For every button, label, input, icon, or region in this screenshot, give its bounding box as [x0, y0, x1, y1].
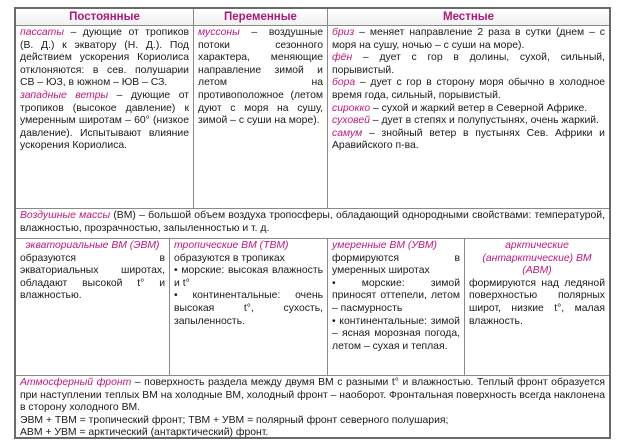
trade-winds-term: пассаты	[20, 27, 64, 38]
air-masses-text: (ВМ) – большой объем воздуха тропосферы, обладающий однородными свойствами: температурой, влажностью, прозрачностью, запыленностью и т. д.	[20, 210, 605, 234]
air-mass-types-row	[16, 239, 609, 376]
tropical-marine: • морские: высокая влажность и t°	[174, 265, 323, 289]
sirocco-term: сирокко	[332, 102, 371, 114]
westerlies-term: западные ветры	[20, 89, 109, 101]
air-masses-term: Воздушные массы	[20, 210, 111, 221]
samum-entry	[332, 128, 605, 153]
front-line-1: ЭВМ + ТВМ = тропический фронт; ТВМ + УВМ = полярный фронт северного полушария;	[20, 414, 449, 426]
arctic-text: формируются над ледяной поверхностью полярных широт, низкие t°, малая влажность.	[469, 277, 605, 327]
tropical-continental: • континентальные: очень высокая t°, сухость, запыленность.	[174, 290, 323, 327]
permanent-winds-cell	[16, 26, 194, 208]
local-winds-cell	[328, 26, 609, 208]
bora-text: – дует с гор в сторону моря обычно в холодное время года, сильный, порывистый.	[332, 77, 605, 101]
equatorial-text: образуются в экваториальных широтах, обладают высокой t° и влажностью.	[20, 252, 165, 302]
front-text: – поверхность раздела между двумя ВМ с разными t° и влажностью. Теплый фронт образуется при наступлении теплых ВМ на холодные ВМ, холодный фронт – наоборот. Фронтальная поверхность всегда наклонена в сторону холодного ВМ.	[20, 377, 605, 414]
bora-entry	[332, 77, 605, 102]
tropical-text: образуются в тропиках	[174, 252, 285, 264]
monsoon-term: муссоны	[198, 27, 240, 38]
samum-term: самум	[332, 127, 363, 139]
trade-winds-text: – дующие от тропиков (В. Д.) к экватору (Н. Д.). Под действием ускорения Кориолиса отклоняются: в сев. полушарии СВ – ЮЗ, в южном – ЮВ – СЗ.	[20, 27, 189, 89]
bora-term: бора	[332, 77, 356, 89]
temperate-continental: • континентальные: зимой – ясная морозная погода, летом – сухая и теплая.	[332, 315, 460, 352]
arctic-cell	[465, 239, 609, 375]
header-row	[16, 9, 609, 26]
winds-row	[16, 26, 609, 209]
front-cell	[16, 376, 609, 437]
equatorial-title: экваториальные ВМ (ЭВМ)	[25, 240, 160, 251]
breeze-term: бриз	[332, 27, 355, 38]
temperate-marine: • морские: зимой приносят оттепели, летом – пасмурность	[332, 277, 460, 314]
trade-winds-entry	[20, 27, 189, 90]
front-term: Атмосферный фронт	[20, 377, 132, 388]
sukhovei-entry	[332, 115, 605, 128]
header-local: Местные	[328, 9, 609, 25]
fohn-entry	[332, 52, 605, 77]
temperate-text: формируются в умеренных широтах	[332, 252, 460, 277]
sukhovei-text: – дует в степях и полупустынях, очень жаркий.	[369, 115, 599, 127]
air-masses-cell	[16, 209, 609, 238]
variable-winds-cell	[194, 26, 328, 208]
climate-reference-table	[14, 7, 611, 439]
westerlies-entry	[20, 90, 189, 153]
breeze-text: – меняет направление 2 раза в сутки (днем – с моря на сушу, ночью – с суши на море).	[332, 27, 605, 51]
temperate-title: умеренные ВМ (УВМ)	[332, 240, 438, 251]
temperate-cell	[328, 239, 465, 375]
westerlies-text: – дующие от тропиков (высокое давление) к умеренным широтам – 60° (низкое давление). Испытывают влияние ускорения Кориолиса.	[20, 89, 190, 152]
monsoon-entry	[198, 27, 323, 128]
sirocco-text: – сухой и жаркий ветер в Северной Африке.	[370, 102, 588, 114]
equatorial-cell	[16, 239, 170, 375]
air-masses-row	[16, 209, 609, 239]
samum-text: – знойный ветер в пустынях Сев. Африки и Аравийского п-ва.	[332, 127, 605, 152]
fohn-text: – дует с гор в долины, сухой, сильный, порывистый.	[332, 52, 605, 76]
front-entry	[20, 377, 605, 415]
tropical-cell	[170, 239, 328, 375]
air-masses-entry	[20, 210, 605, 235]
fohn-term: фён	[332, 52, 353, 64]
arctic-title: арктические (антарктические) ВМ (АВМ)	[482, 240, 592, 277]
front-line-2: АВМ + УВМ = арктический (антарктический) фронт.	[20, 427, 269, 437]
sirocco-entry	[332, 103, 605, 116]
sukhovei-term: суховей	[332, 115, 370, 127]
breeze-entry	[332, 27, 605, 52]
header-variable: Переменные	[194, 9, 328, 25]
monsoon-text: – воздушные потоки сезонного характера, меняющие направление зимой и летом на противоположное (летом дуют с моря на сушу, зимой – с суши на море).	[198, 27, 323, 127]
header-permanent: Постоянные	[16, 9, 194, 25]
tropical-title: тропические ВМ (ТВМ)	[174, 240, 289, 251]
front-row	[16, 376, 609, 437]
